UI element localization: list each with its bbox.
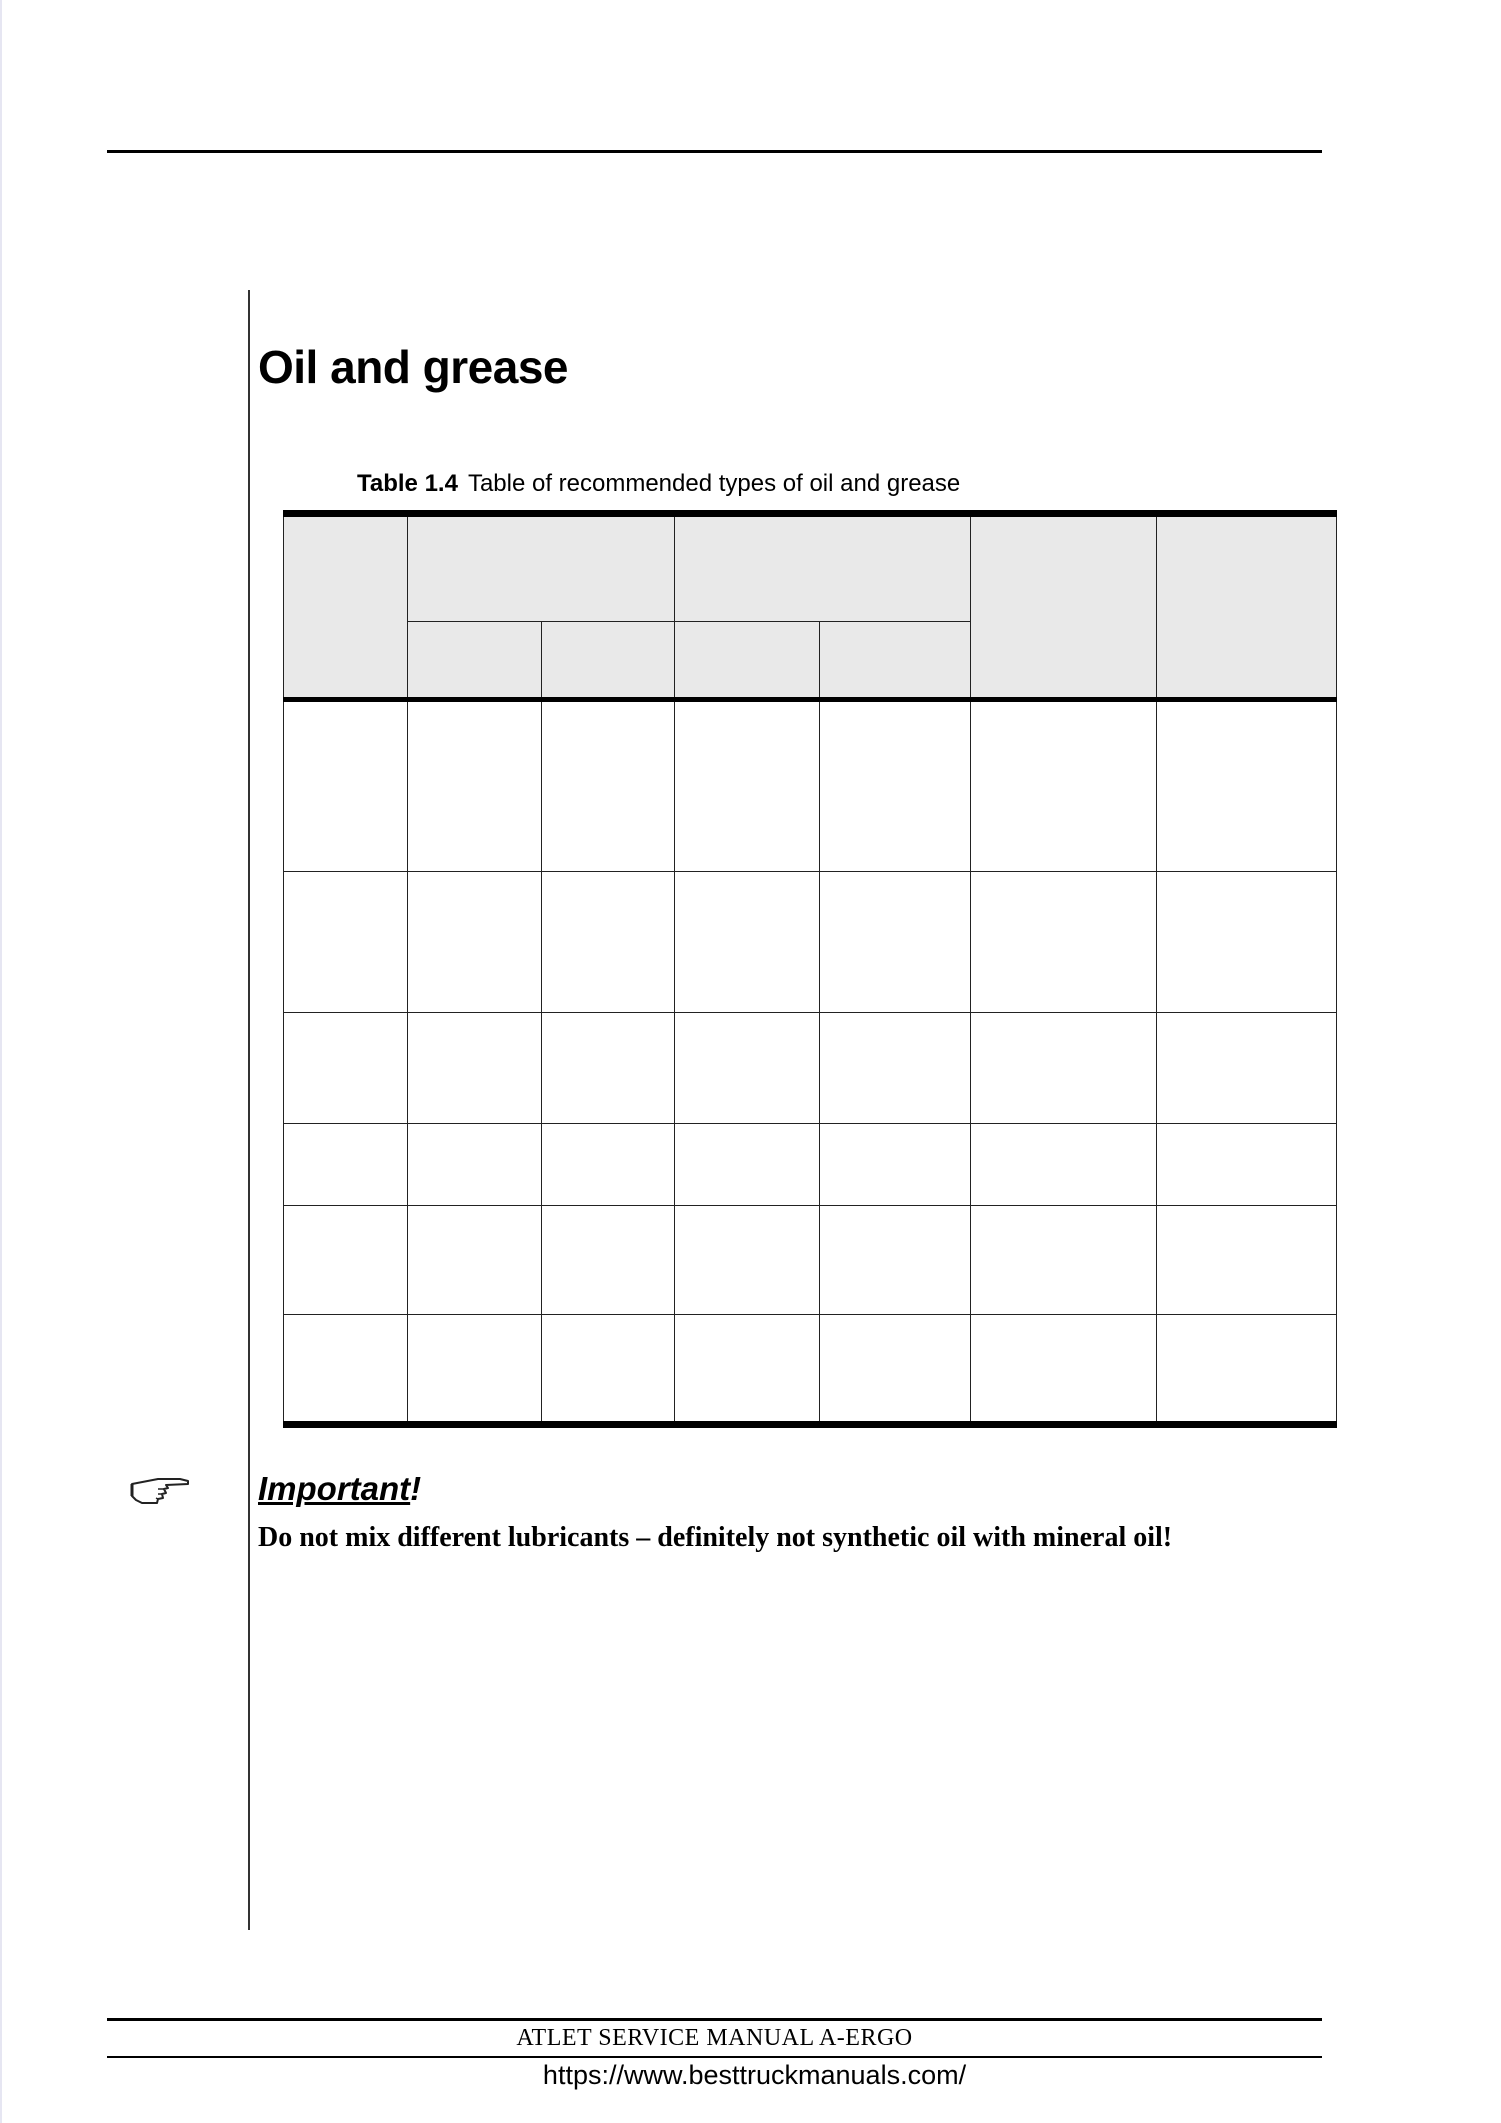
table-cell [284, 1013, 408, 1124]
table-cell [675, 872, 820, 1013]
table-cell [1157, 1013, 1337, 1124]
table-cell [820, 1206, 971, 1315]
table-cell [1157, 700, 1337, 872]
table-cell [284, 1206, 408, 1315]
oil-grease-table [283, 510, 1337, 1428]
header-group-cell [408, 514, 675, 622]
margin-rule [248, 290, 250, 1930]
footer-manual-title: ATLET SERVICE MANUAL A-ERGO [516, 2025, 913, 2051]
header-cell [284, 514, 408, 700]
table-cell [675, 1206, 820, 1315]
warning-text: Do not mix different lubricants – definitely not synthetic oil with mineral oil! [258, 1522, 1173, 1553]
table-row [284, 700, 1337, 872]
table-cell [542, 700, 675, 872]
table-cell [675, 1124, 820, 1206]
table-cell [1157, 1124, 1337, 1206]
table-cell [1157, 872, 1337, 1013]
table-cell [542, 1315, 675, 1425]
table-row [284, 1013, 1337, 1124]
important-label [258, 1470, 421, 1508]
table-row [284, 872, 1337, 1013]
table-cell [1157, 1206, 1337, 1315]
table-cell [284, 1315, 408, 1425]
header-subcell [408, 622, 542, 700]
table-cell [971, 872, 1157, 1013]
footer-rule [107, 2056, 1322, 2058]
table-caption-text: Table of recommended types of oil and grease [467, 470, 961, 497]
table-cell [284, 1124, 408, 1206]
table-cell [284, 872, 408, 1013]
table-cell [408, 1124, 542, 1206]
table-cell [408, 1206, 542, 1315]
table-caption-number: Table 1.4 [357, 470, 458, 497]
table-cell [408, 872, 542, 1013]
header-group-cell [675, 514, 971, 622]
important-word: Important [258, 1470, 411, 1507]
table-row [284, 1124, 1337, 1206]
table-cell [675, 1315, 820, 1425]
table-cell [971, 1315, 1157, 1425]
table-cell [542, 1206, 675, 1315]
table-body [284, 700, 1337, 1425]
header-subcell [542, 622, 675, 700]
table-cell [408, 700, 542, 872]
table-cell [971, 1206, 1157, 1315]
footer-top-rule [107, 2018, 1322, 2021]
important-exclamation: ! [410, 1470, 422, 1507]
page-title: Oil and grease [258, 341, 569, 393]
header-subcell [675, 622, 820, 700]
oil-grease-table-container [283, 510, 1336, 1428]
table-caption [357, 470, 960, 498]
table-cell [971, 1124, 1157, 1206]
header-cell [1157, 514, 1337, 700]
table-cell [542, 1124, 675, 1206]
footer-url-link[interactable]: https://www.besttruckmanuals.com/ [542, 2060, 967, 2090]
table-cell [820, 1315, 971, 1425]
table-cell [971, 1013, 1157, 1124]
pointing-hand-icon [128, 1470, 192, 1510]
table-row [284, 1315, 1337, 1425]
header-cell [971, 514, 1157, 700]
table-cell [1157, 1315, 1337, 1425]
table-cell [408, 1315, 542, 1425]
table-cell [284, 700, 408, 872]
table-cell [820, 1013, 971, 1124]
header-rule [107, 150, 1322, 153]
table-row [284, 1206, 1337, 1315]
table-cell [820, 700, 971, 872]
header-subcell [820, 622, 971, 700]
page-edge [0, 0, 2, 2123]
table-cell [542, 1013, 675, 1124]
table-cell [408, 1013, 542, 1124]
table-cell [675, 700, 820, 872]
table-cell [542, 872, 675, 1013]
table-cell [820, 1124, 971, 1206]
table-cell [675, 1013, 820, 1124]
table-cell [971, 700, 1157, 872]
table-cell [820, 872, 971, 1013]
